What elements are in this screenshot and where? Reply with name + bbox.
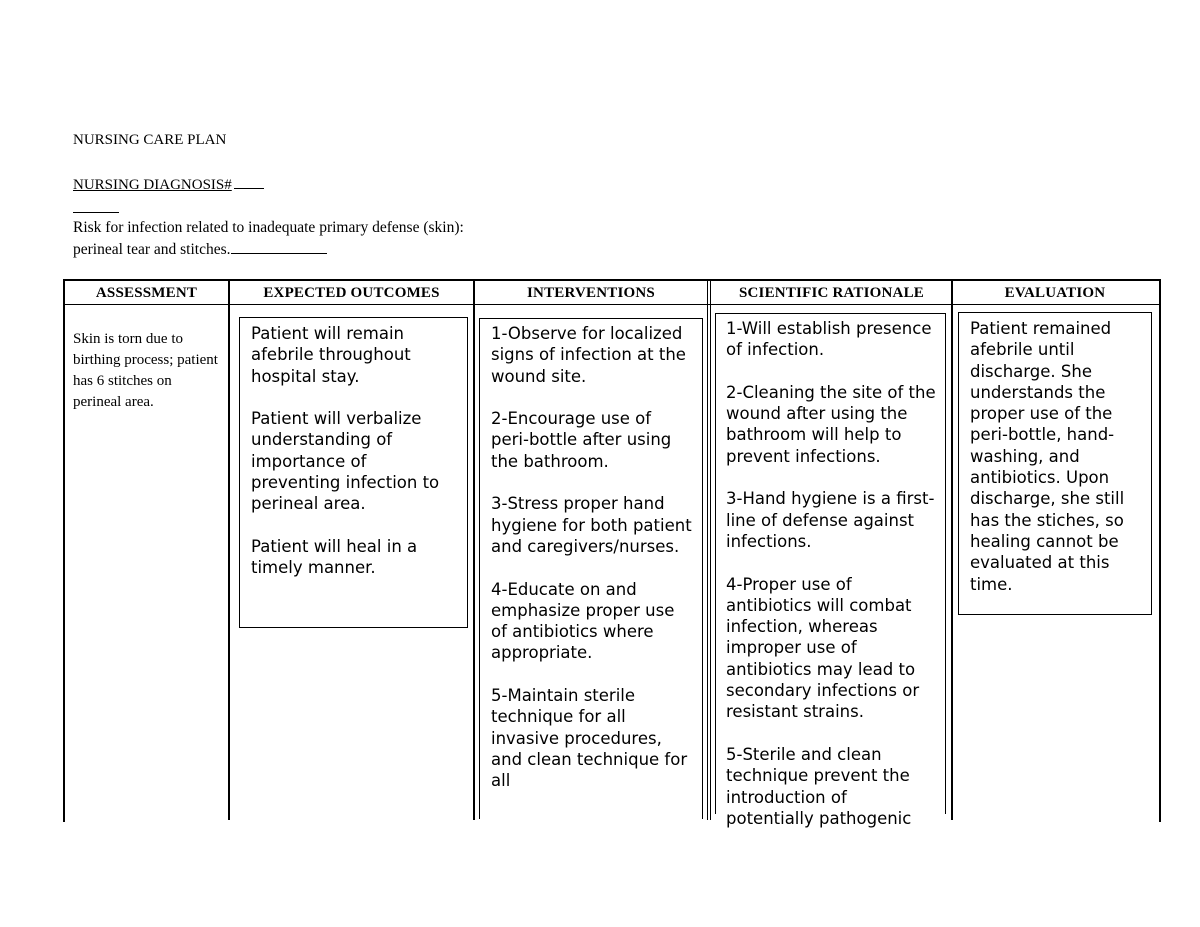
diagnosis-trailing-line bbox=[231, 241, 327, 254]
intervention-item: 4-Educate on and emphasize proper use of antibiotics where appropriate. bbox=[491, 579, 675, 663]
diagnosis-number-blank bbox=[234, 176, 264, 189]
intervention-item: 1-Observe for localized signs of infection at the wound site. bbox=[491, 324, 686, 386]
expected-outcomes-box bbox=[239, 317, 468, 628]
nursing-diagnosis-label bbox=[73, 176, 264, 194]
interventions-box bbox=[479, 318, 703, 819]
column-divider bbox=[473, 279, 475, 820]
intervention-item: 5-Maintain sterile technique for all invasive procedures, and clean technique for all bbox=[491, 686, 688, 791]
header-evaluation: EVALUATION bbox=[1004, 285, 1106, 301]
evaluation-box bbox=[958, 312, 1152, 615]
outcome-item: Patient will verbalize understanding of importance of preventing infection to perineal area. bbox=[251, 409, 440, 514]
rationale-item: 1-Will establish presence of infection. bbox=[726, 319, 932, 360]
intervention-item: 3-Stress proper hand hygiene for both patient and caregivers/nurses. bbox=[491, 494, 692, 556]
outcome-item: Patient will remain afebrile throughout hospital stay. bbox=[251, 324, 411, 386]
rationale-item: 2-Cleaning the site of the wound after using the bathroom will help to prevent infections. bbox=[726, 382, 936, 466]
header-assessment: ASSESSMENT bbox=[95, 285, 198, 301]
nursing-diagnosis-text-value: Risk for infection related to inadequate primary defense (skin): perineal tear and stitches. bbox=[73, 219, 464, 258]
header-interventions: INTERVENTIONS bbox=[527, 285, 655, 301]
nursing-diagnosis-label-text: NURSING DIAGNOSIS# bbox=[73, 177, 232, 193]
outcome-item: Patient will heal in a timely manner. bbox=[251, 536, 418, 578]
header-expected-outcomes: EXPECTED OUTCOMES bbox=[263, 285, 440, 301]
diagnosis-blank-line bbox=[73, 212, 119, 213]
column-divider bbox=[707, 279, 711, 820]
rationale-item: 4-Proper use of antibiotics will combat infection, whereas improper use of antibiotics may lead to secondary infections or resistant strains. bbox=[726, 574, 920, 722]
header-scientific-rationale: SCIENTIFIC RATIONALE bbox=[738, 285, 924, 301]
assessment-cell: Skin is torn due to birthing process; patient has 6 stitches on perineal area. bbox=[73, 331, 218, 410]
nursing-diagnosis-text bbox=[73, 217, 493, 261]
rationale-item: 3-Hand hygiene is a first-line of defense against infections. bbox=[726, 489, 935, 551]
scientific-rationale-box bbox=[715, 313, 946, 828]
column-divider bbox=[951, 279, 953, 820]
page-title: NURSING CARE PLAN bbox=[73, 132, 227, 148]
rationale-item: 5-Sterile and clean technique prevent the introduction of potentially pathogenic bbox=[726, 744, 912, 828]
intervention-item: 2-Encourage use of peri-bottle after using the bathroom. bbox=[491, 409, 672, 471]
evaluation-text: Patient remained afebrile until discharge. She understands the proper use of the peri-bottle, hand-washing, and antibiotics. Upon discharge, she still has the stiches, so healing cannot be evaluated at this time. bbox=[970, 319, 1125, 594]
column-divider bbox=[228, 279, 230, 820]
